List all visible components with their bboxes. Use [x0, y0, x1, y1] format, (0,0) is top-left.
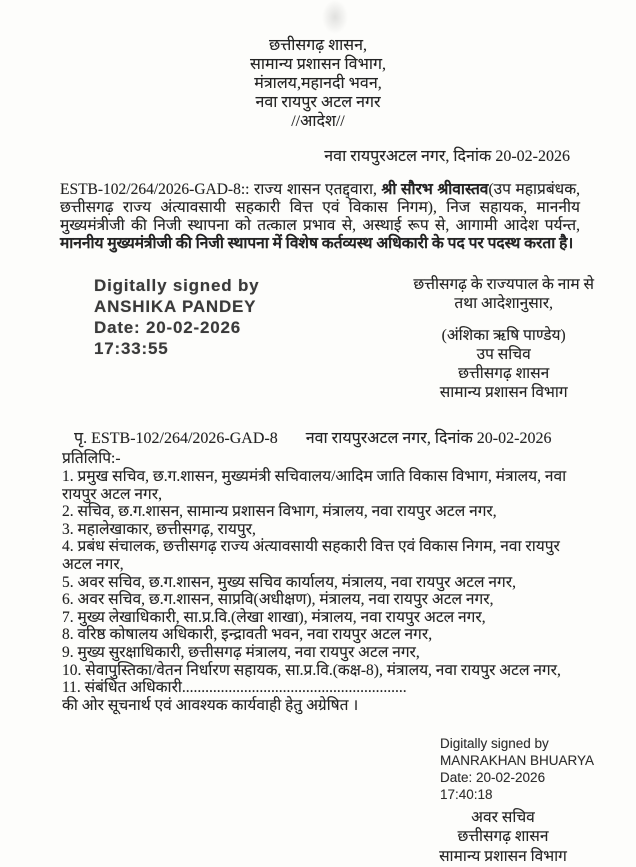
- by-order-block: [413, 275, 594, 402]
- copy-item: 4. प्रबंध संचालक, छत्तीसगढ़ राज्य अंत्यावसायी सहकारी वित्त एवं विकास निगम, नवा रायपुर अटल नगर,: [62, 538, 560, 573]
- signature-row: [0, 275, 636, 402]
- digital-signature-name: ANSHIKA PANDEY: [94, 297, 257, 316]
- digital-signature-name: MANRAKHAN BHUARYA: [440, 752, 595, 768]
- signatory-designation: सामान्य प्रशासन विभाग: [439, 384, 568, 401]
- signatory-designation: उप सचिव: [476, 346, 531, 363]
- copy-item: 5. अवर सचिव, छ.ग.शासन, मुख्य सचिव कार्यालय, मंत्रालय, नवा रायपुर अटल नगर,: [62, 573, 516, 591]
- letterhead-line: छत्तीसगढ़ शासन,: [269, 37, 367, 54]
- order-title: //आदेश//: [291, 113, 345, 130]
- digital-signature-line: Digitally signed by: [440, 735, 549, 751]
- bottom-signatory-designation: [384, 808, 622, 867]
- digital-signature-date: Date: 20-02-2026: [94, 318, 241, 337]
- copy-item: 7. मुख्य लेखाधिकारी, सा.प्र.वि.(लेखा शाखा), मंत्रालय, नवा रायपुर अटल नगर,: [62, 608, 486, 626]
- officer-name: श्री सौरभ श्रीवास्तव: [381, 181, 489, 198]
- by-order-line: छत्तीसगढ़ के राज्यपाल के नाम से: [413, 276, 594, 293]
- endorsement-ref-number: पृ. ESTB-102/264/2026-GAD-8: [74, 430, 278, 447]
- signatory-designation: अवर सचिव: [471, 808, 535, 826]
- letterhead-line: सामान्य प्रशासन विभाग,: [250, 56, 386, 73]
- digital-signature-anshika: [94, 275, 259, 359]
- copy-item: 3. महालेखाकार, छत्तीसगढ़, रायपुर,: [62, 520, 256, 538]
- signatory-name: (अंशिका ऋषि पाण्डेय): [441, 327, 566, 344]
- copy-item: 2. सचिव, छ.ग.शासन, सामान्य प्रशासन विभाग, मंत्रालय, नवा रायपुर अटल नगर,: [62, 503, 497, 521]
- endorsement-place-date: नवा रायपुरअटल नगर, दिनांक 20-02-2026: [305, 430, 552, 447]
- bottom-signature-block: [384, 735, 622, 867]
- copy-item: 8. वरिष्ठ कोषालय अधिकारी, इन्द्रावती भवन, नवा रायपुर अटल नगर,: [62, 626, 433, 644]
- signatory-designation: सामान्य प्रशासन विभाग: [439, 847, 567, 865]
- copy-item: 6. अवर सचिव, छ.ग.शासन, साप्रवि(अधीक्षण), मंत्रालय, नवा रायपुर अटल नगर,: [62, 591, 494, 609]
- signatory-designation: छत्तीसगढ़ शासन: [457, 828, 549, 846]
- order-text: (उप महाप्रबंधक, छत्तीसगढ़ राज्य अंत्यावसायी सहकारी वित्त एवं विकास निगम), निज सहायक, माननीय मुख्यमंत्रीजी की निजी स्थापना को तत्काल प्रभाव से, अस्थाई रूप से, आगामी आदेश पर्यन्त,: [60, 181, 580, 234]
- letterhead-line: नवा रायपुर अटल नगर: [255, 94, 381, 111]
- letterhead-line: मंत्रालय,महानदी भवन,: [254, 75, 382, 92]
- issue-place-date: नवा रायपुरअटल नगर, दिनांक 20-02-2026: [324, 148, 570, 165]
- endorsement-ref-line: [74, 426, 636, 448]
- copy-item: 1. प्रमुख सचिव, छ.ग.शासन, मुख्यमंत्री सचिवालय/आदिम जाति विकास विभाग, मंत्रालय, नवा रायपुर अटल नगर,: [62, 468, 567, 503]
- spacer: [413, 313, 594, 326]
- digital-signature-line: Digitally signed by: [94, 276, 260, 295]
- order-ref-number: ESTB-102/264/2026-GAD-8::: [60, 181, 250, 198]
- digital-signature-date: Date: 20-02-2026: [440, 769, 546, 785]
- copy-item: 11. संबंधित अधिकारी..........................................................: [62, 679, 407, 697]
- digital-signature-manrakhan: [440, 735, 622, 803]
- copy-to-label: प्रतिलिपि:-: [62, 450, 121, 467]
- copy-item: 10. सेवापुस्तिका/वेतन निर्धारण सहायक, सा.प्र.वि.(कक्ष-8), मंत्रालय, नवा रायपुर अटल नगर,: [62, 661, 561, 679]
- by-order-line: तथा आदेशानुसार,: [454, 295, 553, 312]
- order-text: राज्य शासन एतद्द्वारा,: [249, 181, 382, 198]
- copy-item: 9. मुख्य सुरक्षाधिकारी, छत्तीसगढ़ मंत्रालय, नवा रायपुर अटल नगर,: [62, 643, 420, 661]
- letterhead: [0, 0, 636, 131]
- signatory-designation: छत्तीसगढ़ शासन: [458, 365, 550, 382]
- order-paragraph: [60, 181, 580, 253]
- forward-note: की ओर सूचनार्थ एवं आवश्यक कार्यवाही हेतु अग्रेषित ।: [62, 696, 359, 714]
- digital-signature-time: 17:40:18: [440, 786, 493, 802]
- copy-list: [0, 468, 636, 697]
- order-text-bold: माननीय मुख्यमंत्रीजी की निजी स्थापना में विशेष कर्तव्यस्थ अधिकारी के पद पर पदस्थ करता है।: [60, 235, 574, 252]
- digital-signature-time: 17:33:55: [94, 339, 169, 358]
